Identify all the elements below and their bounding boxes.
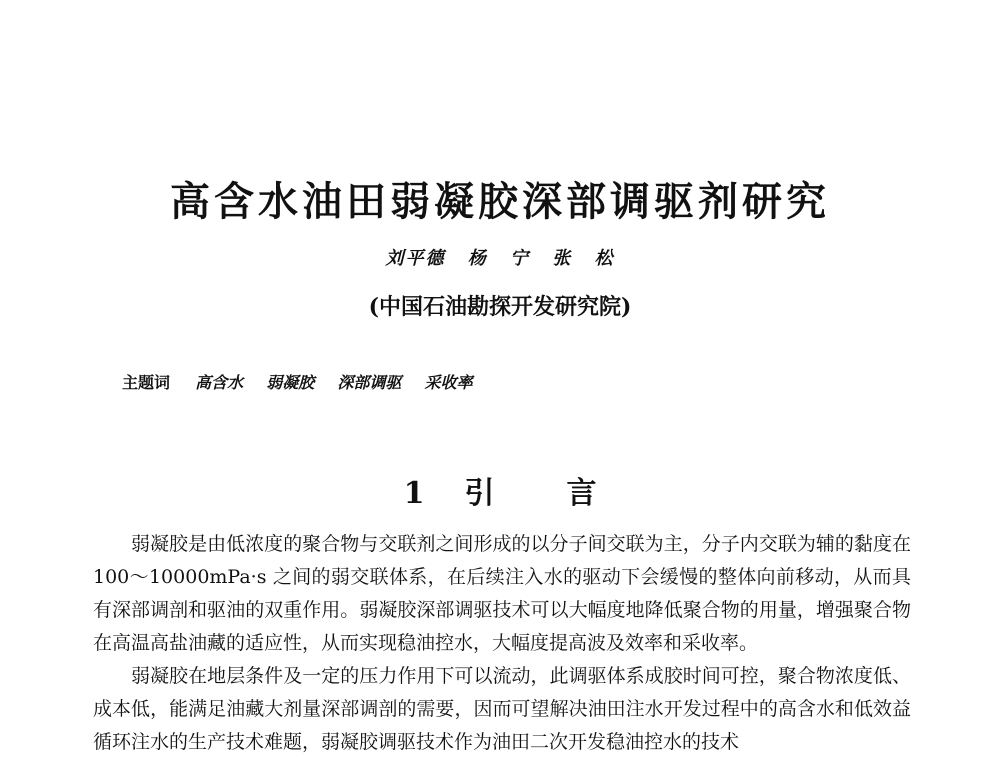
body-text [93,528,911,759]
paper-affiliation: (中国石油勘探开发研究院) [368,294,632,320]
section-number: 1 [403,476,425,511]
section-title-part1: 引 [464,476,495,511]
keywords-label: 主题词 [122,373,171,392]
keyword-item: 弱凝胶 [266,373,315,392]
paragraph: 弱凝胶是由低浓度的聚合物与交联剂之间形成的以分子间交联为主，分子内交联为辅的黏度在 100～10000mPa·s 之间的弱交联体系，在后续注入水的驱动下会缓慢的整体向前移动，从而具有深部调剖和驱油的双重作用。弱凝胶深部调驱技术可以大幅度地降低聚合物的用量，增强聚合物在高温高盐油藏的适应性，从而实现稳油控水，大幅度提高波及效率和采收率。 [93,533,911,654]
section-heading [0,468,1000,512]
section-title-part2: 言 [566,476,597,511]
paragraph: 弱凝胶在地层条件及一定的压力作用下可以流动，此调驱体系成胶时间可控，聚合物浓度低、成本低，能满足油藏大剂量深部调剖的需要，因而可望解决油田注水开发过程中的高含水和低效益循环注水的生产技术难题，弱凝胶调驱技术作为油田二次开发稳油控水的技术 [93,665,911,753]
paper-title: 高含水油田弱凝胶深部调驱剂研究 [170,178,830,225]
keyword-item: 采收率 [424,373,473,392]
paper-authors: 刘平德 杨 宁 张 松 [385,248,615,269]
keyword-item: 深部调驱 [337,373,402,392]
keywords-line [122,370,490,393]
keyword-item: 高含水 [195,373,244,392]
